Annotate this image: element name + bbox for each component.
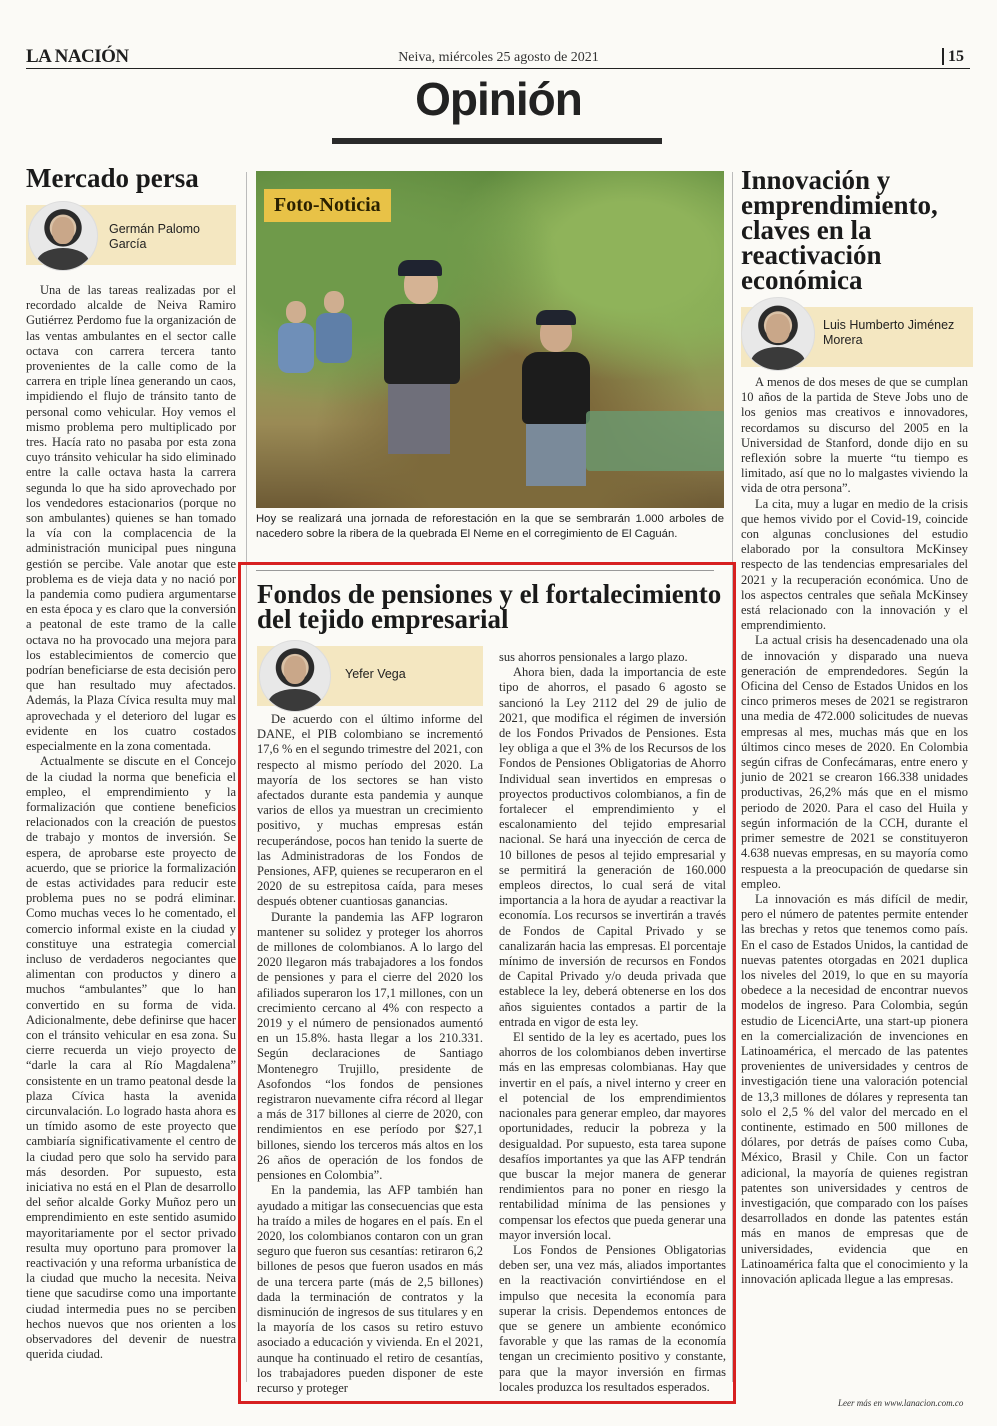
author-byline — [257, 646, 483, 706]
header-rule — [26, 68, 970, 69]
article-top-rule — [256, 570, 714, 571]
masthead-logo: LA NACIÓN — [26, 46, 129, 67]
author-byline — [741, 307, 973, 367]
left-article — [26, 163, 238, 193]
right-article-body — [741, 375, 968, 1287]
section-title: Opinión — [415, 73, 582, 125]
article-headline: Mercado persa — [26, 163, 199, 193]
photo-caption: Hoy se realizará una jornada de reforestación en la que se sembrarán 1.000 arboles de nacedero sobre la ribera de la quebrada El Neme en el corregimiento de El Caguán. — [256, 513, 724, 540]
left-article-body — [26, 283, 236, 1362]
author-photo — [28, 201, 98, 271]
right-article — [741, 165, 973, 295]
paragraph: La innovación es más difícil de medir, pero el número de patentes permite entender las brechas y retos que tenemos como país. En el caso de Estados Unidos, la cantidad de nuevas patentes otorgadas en 2021 duplica los niveles del 2019, lo que en su mayoría obedece a la necesidad de encontrar nuevos modelos de ingreso. Para Colombia, según estudio de LicenciArte, una start-up pionera en la comercialización de invenciones en Latinoamérica, el mercado de las patentes provenientes de universidades y centros de investigación tiene una valoración potencial de 13,3 millones de dólares y representa tan solo el 2,5 % del valor del mercado en el continente, estimado en 500 millones de dólares, por detrás de países como Cuba, México, Brasil y Chile. Con un factor adicional, la mayoría de quienes registran patentes son universidades y centros de investigación, que comparado con los países desarrollados en donde las patentes están más en manos de empresas que de universidades, evidencia que en Latinoamérica falta que el conocimiento y la innovación aplicada llegue a las empresas. — [741, 891, 968, 1286]
author-name: Yefer Vega — [345, 667, 406, 681]
section-underline — [332, 138, 662, 144]
person-figure — [276, 301, 316, 411]
author-name: Germán Palomo García — [109, 222, 201, 251]
center-article-col1 — [257, 712, 483, 1396]
tarp — [586, 411, 724, 471]
article-headline: Fondos de pensiones y el fortalecimiento del tejido empresarial — [257, 579, 722, 634]
author-photo — [741, 297, 815, 371]
paragraph: La cita, muy a lugar en medio de la crisis que hemos vivido por el Covid-19, coincide con algunas conclusiones del estudio elaborado por la consultora McKinsey respecto de las tendencias empresariales del 2021 y la recuperación económica. Uno de los aspectos centrales que señala McKinsey está relacionado con la innovación y el emprendimiento. — [741, 496, 968, 633]
read-more-link[interactable]: Leer más en www.lanacion.com.co — [838, 1398, 964, 1408]
news-photo — [256, 171, 724, 508]
paragraph: Los Fondos de Pensiones Obligatorias deben ser, una vez más, aliados importantes en la reactivación convirtiéndose en el impulso que necesita la economía para superar la crisis. Dependemos entonces de que se genere un ambiente económico favorable y que las ramas de la economía tengan un crecimiento positivo y constante, para que la mayor inversión en firmas locales produzca los resultados esperados. — [499, 1242, 726, 1394]
page-number: 15 — [942, 48, 964, 65]
paragraph: El sentido de la ley es acertado, pues los ahorros de los colombianos deben invertirse más en las empresas colombianas. Hay que invertir en el país, a nivel interno y creer en el potencial de los emprendimientos nacionales para generar empleo, dar mayores oportunidades, reducir la pobreza y la desigualdad. Por supuesto, esta tarea supone desafíos importantes ya que las AFP tendrán que buscar la mejor manera de generar rendimientos para no poner en riesgo la rentabilidad mínima de las pensiones y compensar los efectos que pueda generar una mayor inversión local. — [499, 1030, 726, 1242]
dateline: Neiva, miércoles 25 agosto de 2021 — [398, 50, 599, 65]
paragraph: De acuerdo con el último informe del DANE, el PIB colombiano se incrementó 17,6 % en el segundo trimestre del 2021, con respecto al mismo período del 2020. La mayoría de los sectores se han visto afectados durante esta pandemia y aunque varios de ellos ya muestran un crecimiento positivo, y muchas empresas están recuperándose, pocos han tenido la suerte de las Administradoras de los Fondos de Pensiones, AFP, quienes se recuperaron en el 2020 de su estrepitosa caída, para meses después obtener cuantiosas ganancias. — [257, 712, 483, 909]
paragraph: Durante la pandemia las AFP lograron mantener su solidez y proteger los ahorros de millones de colombianos. A lo largo del 2020 llegaron más trabajadores a los fondos de pensiones y para el cierre del 2020 los afiliados superaron los 17,1 millones, con un crecimiento cercano al 4% con respecto a 2019 y el número de pensionados aumentó en un 15.8%. hasta llegar a los 210.331. Según declaraciones de Santiago Montenegro Trujillo, presidente de Asofondos “los fondos de pensiones registraron nuevamente cifra récord al llegar a más de 317 billones al cierre de 2020, con rendimientos en ese período por $27,1 billones, siendo los terceros más altos en los 26 años de operación de los fondos de pensiones en Colombia”. — [257, 909, 483, 1183]
author-photo — [259, 640, 331, 712]
paragraph: Ahora bien, dada la importancia de este tipo de ahorros, el pasado 6 agosto se sancionó la Ley 2112 del 29 de julio de 2021, que modifica el régimen de inversión de los Fondos Privados de Pensiones. Esta ley obliga a que el 3% de los Recursos de los Fondos de Pensiones Obligatorias de Ahorro Individual sean invertidos en empresas o proyectos productivos colombianos, a fin de fortalecer el emprendimiento y el escalonamiento del tejido empresarial nacional. Se hará una inyección de cerca de 10 billones de pesos al tejido empresarial y se permitirá la generación de 160.000 empleos directos, lo cual será de vital importancia a la hora de ayudar a reactivar la economía. Los recursos se invertirán a través de Fondos de Capital Privado y se canalizarán hacia las empresas. El porcentaje mínimo de inversión de recursos en Fondos de Capital Privado y/o deuda privada que establece la ley, deberá obtenerse en los dos años siguientes contados a partir de la entrada en vigor de esta ley. — [499, 665, 726, 1029]
paragraph: Actualmente se discute en el Concejo de la ciudad la norma que beneficia el empleo, el emprendimiento y la formalización que contiene beneficios relacionados con la creación de puestos de trabajo y montos de inversión. Se espera, de aprobarse este proyecto de acuerdo, que se priorice la formalización de estas actividades para reducir este problema pues no se podrá eliminar. Como muchas veces lo he comentado, el comercio informal existe en la ciudad y constituye una estrategia comercial incluso de verdaderos negociantes que alimentan con productos y dinero a muchos “ambulantes” que lo han convertido en su forma de vida. Adicionalmente, debe definirse que hacer con el tránsito vehicular en esa zona. Su cierre recuerda un viejo proyecto de “darle la cara al Río Magdalena” consistente en un tramo peatonal desde la plaza Cívica hasta la avenida circunvalación. Lo logrado hasta ahora es un tímido asomo de este proyecto que cambiaría significativamente el centro de la ciudad pero que solo ha servido para más desorden. Por supuesto, esta iniciativa no está en el Plan de desarrollo del señor alcalde Gorky Muñoz pero un emprendimiento en este sentido asumido mayoritariamente por el sector privado resulta muy oportuno para promover la reactivación y una reforma urbanística de la ciudad que mucho la necesita. Neiva tiene que sacudirse como una importante ciudad intermedia pues no se perciben hechos nuevos que nos orienten a los observadores del devenir de nuestra querida ciudad. — [26, 754, 236, 1362]
article-headline: Innovación y emprendimiento, claves en la reactivación económica — [741, 165, 938, 295]
center-article — [257, 579, 727, 634]
person-figure — [516, 316, 596, 486]
paragraph: La actual crisis ha desencadenado una ola de innovación y disparado una nueva generación de emprendedores. Según la Oficina del Censo de Estados Unidos en los cinco primeros meses de 2021 se registraron una media de 472.000 solicitudes de nuevas empresas al mes, muchas más que en los últimos cinco meses de 2020. En Colombia según cifras de Confecámaras, entre enero y junio de 2021 se crearon 166.338 unidades productivas, 26,2% más que en el mismo periodo de 2020. Para el caso del Huila y según información de la CCH, durante el primer semestre de 2021 se constituyeron 4.638 nuevas empresas, en su mayoría como respuesta a la preocupación de quedarse sin empleo. — [741, 633, 968, 891]
paragraph: A menos de dos meses de que se cumplan 10 años de la partida de Steve Jobs uno de los genios mas creativos e innovadores, recordamos su discurso del 2005 en la Universidad de Stanford, donde dijo en su reflexión sobre la muerte “tu tiempo es limitado, así que no lo malgastes viviendo la vida de otra persona”. — [741, 375, 968, 496]
author-name: Luis Humberto Jiménez Morera — [823, 318, 955, 347]
author-byline — [26, 205, 236, 265]
center-article-col2 — [499, 650, 726, 1395]
photo-tag: Foto-Noticia — [264, 189, 391, 222]
person-figure — [376, 266, 466, 456]
paragraph: Una de las tareas realizadas por el recordado alcalde de Neiva Ramiro Gutiérrez Perdomo fue la organización de las ventas ambulantes en el sector calle octava con carrera tercera tanto provenientes de la calle como de la carrera en triple línea generando un caos, impidiendo el flujo de tránsito tanto de personal como vehicular. Hoy vemos el mismo problema pero multiplicado por tres. Hacía rato no pasaba por esta zona cuyo tránsito vehicular ha sido eliminado entre la calle octava hasta la carrera segunda lo que ha sido aprovechado por los vendedores estacionarios (porque no son ambulantes) quienes se han tomado la vía con la complacencia de la administración municipal pues ninguna gestión se percibe. Vale anotar que este problema es de vieja data y no nació por la pandemia como pudiera argumentarse en esta época y es claro que la conversión a peatonal de este tramo de la calle octava no ha provocado una mejora para los establecimientos de comercio que podrían beneficiarse de esta decisión pero que han resultado muy afectados. Además, la Plaza Cívica resulta muy mal aprovechada y el deterioro del lugar es evidente en los cuatro costados especialmente en la zona comentada. — [26, 283, 236, 754]
person-figure — [314, 291, 354, 401]
paragraph: sus ahorros pensionales a largo plazo. — [499, 650, 688, 664]
paragraph: En la pandemia, las AFP también han ayudado a mitigar las consecuencias que esta ha traído a miles de hogares en el país. En el 2020, los colombianos contaron con un gran seguro que fueron sus cesantías: retiraron 6,2 billones de pesos que fueron usados en más de una tercera parte (más de 2,5 billones) dada la terminación de contratos y la disminución de ingresos de sus titulares y en la mayoría de los casos su retiro estuvo asociado a educación y vivienda. En el 2021, aunque ha continuado el retiro de cesantías, los trabajadores pueden disponer de este recurso y proteger — [257, 1183, 483, 1395]
